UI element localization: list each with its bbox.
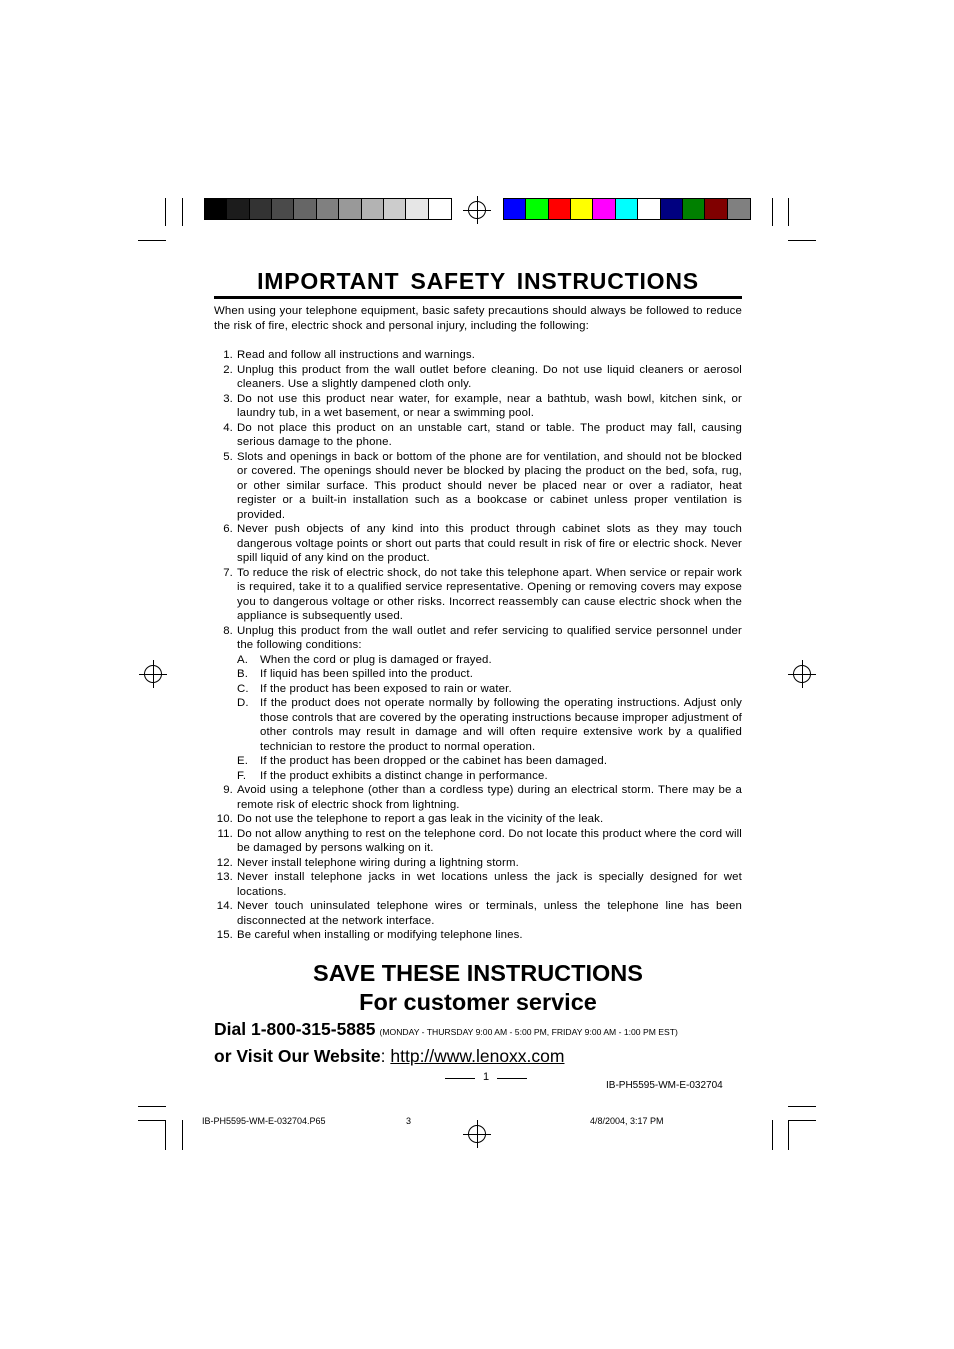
list-item-number-text: 2. (223, 363, 233, 376)
crop-mark (788, 240, 816, 241)
color-swatch (683, 199, 705, 219)
list-item (214, 421, 742, 450)
condition-item (237, 682, 742, 697)
condition-item (237, 769, 742, 784)
list-item-number (214, 566, 237, 624)
condition-text: If liquid has been spilled into the product. (260, 668, 474, 680)
crop-mark (788, 1106, 816, 1107)
dial-line (214, 1019, 754, 1040)
condition-letter: D. (237, 697, 249, 709)
condition-text: If the product has been dropped or the cabinet has been damaged. (260, 755, 608, 767)
list-item-number-text: 5. (223, 450, 233, 463)
registration-mark-icon (788, 660, 816, 688)
list-item (214, 363, 742, 392)
color-swatch (250, 199, 272, 219)
condition-item (237, 696, 742, 754)
color-swatch (571, 199, 593, 219)
list-item-number (214, 421, 237, 450)
list-item-number (214, 363, 237, 392)
condition-item (237, 667, 742, 682)
footer-page: 3 (406, 1116, 412, 1126)
color-swatch (362, 199, 384, 219)
page-number-rule (497, 1078, 527, 1079)
list-item-number-text: 4. (223, 421, 233, 434)
condition-text: If the product does not operate normally by following the operating instructions. Adjust only those controls that are covered by the operating instructions because improper adjustment of other controls may result in damage and will often require extensive work by a qualified technician to restore the product to normal operation. (260, 697, 742, 753)
footer-filename: IB-PH5595-WM-E-032704.P65 (202, 1116, 326, 1126)
crop-mark (138, 1120, 166, 1121)
registration-mark-icon (463, 1120, 491, 1148)
crop-mark (788, 198, 789, 226)
list-item-number (214, 928, 237, 943)
crop-mark (138, 1106, 166, 1107)
list-item-number (214, 624, 237, 653)
list-item-text: Avoid using a telephone (other than a cordless type) during an electrical storm. There may be a remote risk of electric shock from lightning. (237, 784, 742, 811)
condition-letter: A. (237, 653, 249, 666)
list-item-number-text: 9. (223, 784, 233, 796)
color-swatch (339, 199, 361, 219)
crop-mark (165, 198, 166, 226)
page-title: IMPORTANT SAFETY INSTRUCTIONS (257, 268, 699, 294)
condition-letter: C. (237, 682, 249, 695)
list-item-number-text: 13. (216, 871, 233, 883)
list-item-number-text: 14. (216, 900, 233, 912)
color-swatch (638, 199, 660, 219)
list-item (214, 624, 742, 653)
registration-mark-icon (139, 660, 167, 688)
instruction-list (214, 348, 742, 943)
color-swatch (227, 199, 249, 219)
list-item-number (214, 899, 237, 928)
list-item-number (214, 783, 237, 812)
document-code: IB-PH5595-WM-E-032704 (606, 1080, 723, 1091)
color-swatch (616, 199, 638, 219)
color-swatch (317, 199, 339, 219)
list-item-number (214, 812, 237, 827)
list-item-text: Do not use this product near water, for example, near a bathtub, wash bowl, kitchen sink, or laundry tub, in a wet basement, or near a swimming pool. (237, 392, 742, 419)
list-item-number (214, 856, 237, 871)
color-swatch (294, 199, 316, 219)
color-swatch (705, 199, 727, 219)
list-item-text: Do not use the telephone to report a gas leak in the vicinity of the leak. (237, 813, 604, 825)
list-item-number-text: 3. (223, 392, 233, 405)
condition-text: When the cord or plug is damaged or frayed. (260, 653, 492, 666)
list-item-text: Unplug this product from the wall outlet and refer servicing to qualified service personnel under the following conditions: (237, 624, 742, 651)
condition-letter: F. (237, 769, 247, 782)
website-colon: : (380, 1046, 386, 1066)
list-item-text: To reduce the risk of electric shock, do not take this telephone apart. When service or repair work is required, take it to a qualified service representative. Opening or removing covers may expose you to dangerous voltage or other risks. Incorrect reassembly can cause electric shock when the appliance is subsequently used. (237, 566, 742, 622)
customer-service-heading: For customer service (359, 989, 597, 1015)
list-item-number-text: 12. (216, 856, 233, 869)
list-item-text: Never install telephone jacks in wet locations unless the jack is specially designed for wet locations. (237, 871, 742, 898)
page-number: 1 (482, 1071, 490, 1083)
list-item-number-text: 1. (223, 349, 233, 361)
service-hours: (MONDAY - THURSDAY 9:00 AM - 5:00 PM, FRIDAY 9:00 AM - 1:00 PM EST) (379, 1027, 678, 1037)
condition-item (237, 653, 742, 668)
list-item-number (214, 348, 237, 363)
list-item-number-text: 15. (216, 929, 233, 941)
list-item (214, 870, 742, 899)
list-item-number-text: 11. (217, 827, 233, 840)
website-link[interactable]: http://www.lenoxx.com (390, 1046, 565, 1066)
list-item (214, 783, 742, 812)
phone-number: Dial 1-800-315-5885 (214, 1019, 376, 1039)
list-item-number (214, 870, 237, 899)
condition-text: If the product exhibits a distinct change in performance. (260, 769, 548, 782)
list-item-number (214, 827, 237, 856)
list-item (214, 392, 742, 421)
list-item-number (214, 522, 237, 566)
crop-mark (182, 1120, 183, 1150)
list-item-number-text: 8. (223, 624, 233, 637)
color-swatch (526, 199, 548, 219)
crop-mark (788, 1120, 816, 1121)
color-swatch (728, 199, 750, 219)
color-swatch (205, 199, 227, 219)
color-swatch (593, 199, 615, 219)
crop-mark (772, 198, 773, 226)
registration-mark-icon (463, 196, 491, 224)
condition-text: If the product has been exposed to rain or water. (260, 682, 512, 695)
crop-mark (182, 198, 183, 226)
list-item (214, 899, 742, 928)
crop-mark (165, 1120, 166, 1150)
list-item-number-text: 6. (223, 523, 233, 535)
list-item-text: Do not allow anything to rest on the telephone cord. Do not locate this product where the cord will be damaged by persons walking on it. (237, 827, 742, 854)
list-item-number-text: 10. (216, 813, 233, 825)
list-item (214, 522, 742, 566)
grayscale-calibration-bar (204, 198, 452, 220)
list-item (214, 450, 742, 523)
footer-date: 4/8/2004, 3:17 PM (590, 1116, 664, 1126)
list-item-text: Never touch uninsulated telephone wires or terminals, unless the telephone line has been disconnected at the network interface. (237, 900, 742, 927)
list-item-text: Never push objects of any kind into this product through cabinet slots as they may touch dangerous voltage points or short out parts that could result in risk of fire or electric shock. Never spill liquid of any kind on the product. (237, 523, 742, 564)
crop-mark (788, 1120, 789, 1150)
list-item (214, 928, 742, 943)
color-swatch (504, 199, 526, 219)
color-swatch (429, 199, 451, 219)
list-item (214, 856, 742, 871)
color-swatch (272, 199, 294, 219)
list-item-text: Do not place this product on an unstable cart, stand or table. The product may fall, causing serious damage to the phone. (237, 421, 742, 448)
list-item (214, 566, 742, 624)
crop-mark (772, 1120, 773, 1150)
list-item-text: Be careful when installing or modifying telephone lines. (237, 929, 523, 941)
list-item-text: Unplug this product from the wall outlet before cleaning. Do not use liquid cleaners or aerosol cleaners. Use a slightly dampened cloth only. (237, 363, 742, 390)
list-item-number (214, 450, 237, 523)
color-swatch (661, 199, 683, 219)
list-item-text: Slots and openings in back or bottom of the phone are for ventilation, and should not be blocked or covered. The openings should never be blocked by placing the product on the bed, sofa, rug, or other similar surface. This product should never be placed near or over a radiator, heat register or a built-in installation such as a bookcase or cabinet unless proper ventilation is provided. (237, 450, 742, 521)
list-item (214, 348, 742, 363)
crop-mark (138, 240, 166, 241)
website-line (214, 1046, 564, 1067)
condition-letter: E. (237, 755, 249, 767)
color-swatch (384, 199, 406, 219)
color-swatch (406, 199, 428, 219)
list-item-number (214, 392, 237, 421)
color-swatch (549, 199, 571, 219)
list-item (214, 812, 742, 827)
save-instructions-heading: SAVE THESE INSTRUCTIONS (313, 960, 643, 986)
title-underline (214, 296, 742, 299)
condition-letter: B. (237, 668, 249, 680)
condition-item (237, 754, 742, 769)
intro-paragraph: When using your telephone equipment, basic safety precautions should always be followed to reduce the risk of fire, electric shock and personal injury, including the following: (214, 305, 742, 332)
website-label: or Visit Our Website (214, 1046, 381, 1066)
list-item-text: Never install telephone wiring during a lightning storm. (237, 856, 519, 869)
list-item (214, 827, 742, 856)
list-item-number-text: 7. (223, 566, 233, 579)
color-calibration-bar (503, 198, 751, 220)
list-item-text: Read and follow all instructions and warnings. (237, 349, 476, 361)
